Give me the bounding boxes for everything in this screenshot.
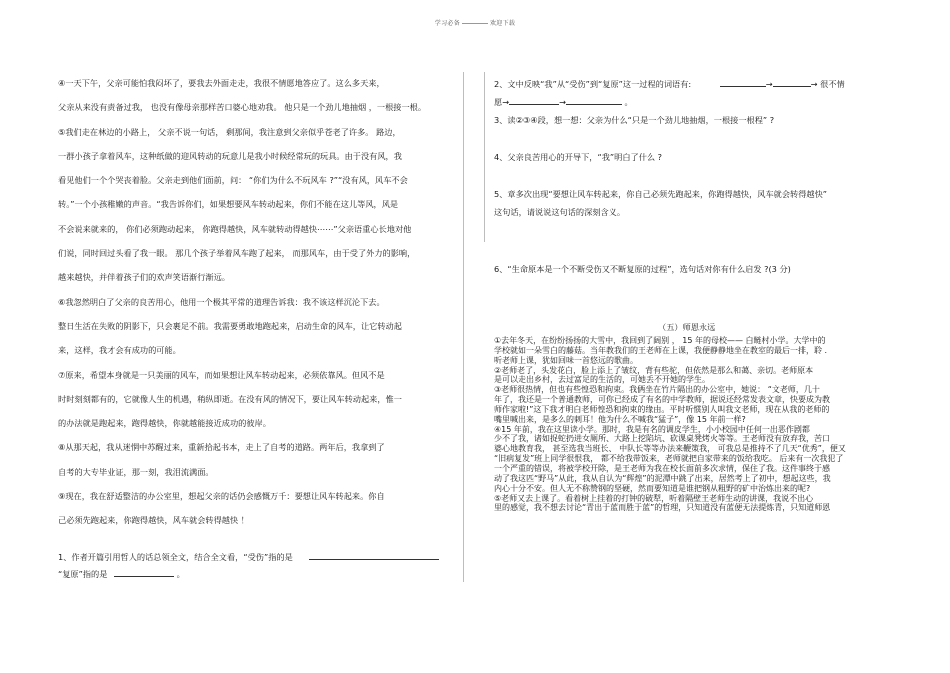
question-6-text: 6、“生命原本是一个不断受伤又不断复原的过程”，选句话对你有什么启发 ?(3 分) (494, 264, 791, 274)
question-2-tail: 很不情 (820, 79, 845, 89)
article-title: （五）师恩永远 (658, 322, 716, 332)
essay-line: 们说，同时回过头看了我一眼。 那几个孩子举着风车跑了起来， 而那风车，由于受了外力的影响， (58, 248, 416, 259)
question-2 (494, 78, 894, 106)
article-line: ③老师很热情，但也有些惶恐和拘束。我俩坐在竹片隔出的办公室中，她说： “文老师，几十 (494, 385, 820, 395)
page-header (0, 18, 950, 27)
article-line: 年了，我还是一个普通教师，可你已经成了有名的中学教师，据说还经常发表文章，快要成为教 (494, 395, 830, 405)
article-line: ①去年冬天，在纷纷扬扬的大雪中，我回到了阔别 ， 15 年的母校—— 白鲢村小学。大学中的 (494, 336, 826, 345)
article-line: 是可以走出乡村，去过富足的生活的，可她丢不开她的学生。 (494, 375, 710, 385)
answer-blank[interactable] (509, 96, 559, 105)
article-line: 师作家啦!”这下我才明白老师惶恐和拘束的缘由。平时听惯别人叫我文老师，现在从我的老师的 (494, 404, 830, 414)
article-line: 学校就如一朵雪白的藤菇。当年教我们的王老师在上课，我便静静地坐在教室的最后一排，聆 . (494, 345, 828, 355)
left-column-rule (463, 72, 464, 582)
article-line: 听老师上课，犹如回味一首悠远的歌曲。 (494, 355, 638, 365)
answer-blank[interactable] (566, 96, 622, 105)
answer-blank[interactable] (309, 551, 439, 560)
essay-line: 整日生活在失败的阴影下，只会裹足不前。我需要勇敢地跑起来，启动生命的风车，让它转动起 (58, 320, 402, 331)
essay-line: 越来越快，并伴着孩子们的欢声笑语渐行渐远。 (58, 272, 230, 283)
arrow-icon: → (559, 97, 566, 107)
article-line: 婆心地教育我， 甚至选我当班长、 中队长等等办法来鞭策我， 可我总是推持不了几天“优秀”，便又 (494, 444, 846, 454)
article-line: “旧病复发”班上同学很恨我， 都不给我带饭来，老师就把自家带来的饭给我吃。 后来有一次我犯了 (494, 454, 844, 464)
essay-continuation (58, 78, 458, 540)
question-3 (494, 115, 894, 125)
arrow-icon: → (765, 79, 773, 89)
essay-line: 来，这样，我才会有成功的可能。 (58, 345, 181, 356)
article-line: 少不了我，诸如捉蛇扔进女厕所、大路上挖陷坑、砍课桌凳烤火等等。王老师没有放弃我，苦口 (494, 434, 830, 444)
essay-line: ④一天下午，父亲可能怕我闷坏了，要我去外面走走，我很不情愿地答应了。这么多天来， (58, 78, 385, 88)
essay-line: 的办法就是跑起来，跑得越快，你就越能接近成功的彼岸。 (58, 418, 271, 429)
article-line: ④15 年前，我在这里读小学。那时，我是有名的调皮学生，小小校园中任何一出恶作剧都 (494, 424, 810, 434)
question-2-text-2: 愿→ (494, 97, 510, 107)
question-5-text-2: 这句话，请说说这句话的深刻含义。 (494, 207, 626, 217)
essay-line: 自考的大专毕业证，那一刻，我泪流满面。 (58, 466, 214, 477)
header-right: 欢迎下载 (490, 20, 516, 27)
header-divider (462, 23, 488, 24)
question-1-text-2: “复原”指的是 (58, 569, 108, 579)
right-column-rule-top (484, 72, 485, 242)
essay-line: 己必须先跑起来，你跑得越快，风车就会转得越快 ！ (58, 515, 249, 526)
answer-blank[interactable] (114, 568, 174, 577)
article-line: 一个严重的错误，将被学校开除，是王老师为我在校长面前多次求情，保住了我。这件事终于感 (494, 463, 830, 473)
essay-line: 时时刻刻都有的，它就像人生的机遇，稍纵即逝。在没有风的情况下，要让风车转动起来，惟一 (58, 393, 402, 404)
question-3-text: 3、读②③④段，想一想：父亲为什么“只是一个劲儿地抽烟，一根接一根程” ? (494, 115, 775, 125)
article-line: 里的感觉，我不想去讨论“青出于蓝而胜于蓝”的哲理，只知道没有蓝便无法提炼青，只知道师恩 (494, 503, 831, 513)
question-1-text: 1、作者开篇引用哲人的话总领全文，结合全文看，“受伤”指的是 (58, 552, 293, 562)
header-left: 学习必备 (434, 20, 460, 27)
essay-line: ⑧从那天起，我从迷惘中苏醒过来，重新拾起书本，走上了自考的道路。两年后，我拿到了 (58, 442, 385, 453)
article-body (494, 336, 894, 513)
question-2-text: 2、文中反映“我”从“受伤”到“复原”这一过程的词语有: (494, 79, 692, 89)
article-line: 嘴里喊出来，是多么的刺耳！他为什么不喊我“猛子”，像 15 年前一样? (494, 414, 746, 424)
punctuation: 。 (624, 97, 633, 107)
essay-line: ⑥我忽然明白了父亲的良苦用心，他用一个极其平常的道理告诉我：我不该这样沉沦下去。 (58, 296, 385, 307)
essay-line: 不会说来就来的， 你们必须跑动起来， 你跑得越快，风车就转动得越快⋯⋯”父亲语重心长地对他 (58, 223, 412, 234)
article-line: 动了我这匹“野马”从此，我从自认为“辉煌”的泥潭中跳了出来，居然考上了初中，想起这些，我 (494, 473, 831, 483)
essay-line: ⑦原来，希望本身就是一只美丽的风车，而如果想让风车转动起来，必须依靠风。但风不是 (58, 369, 385, 380)
essay-line: ⑤我们走在林边的小路上， 父亲不说一句话， 剩那间，我注意到父亲似乎苍老了许多。 路边， (58, 126, 401, 137)
arrow-icon: → (810, 79, 818, 89)
essay-line: 看见他们一个个哭丧着脸。父亲走到他们面前，问： “你们为什么不玩风车 ?”“没有风，风车不会 (58, 175, 408, 186)
essay-line: 转。”一个小孩稚嫩的声音。“我告诉你们，如果想要风车转动起来，你们不能在这儿等风，风是 (58, 199, 399, 210)
article-line: ⑤老师又去上课了。看着树上挂着的打钟的破犁，听着隔壁王老师生动的讲课，我说不出心 (494, 493, 814, 503)
question-5-text: 5、章多次出现“要想让风车转起来，你自己必须先跑起来，你跑得越快，风车就会转得越快” (494, 189, 828, 199)
question-4-text: 4、父亲良苦用心的开导下，“我”明白了什么 ? (494, 152, 663, 162)
question-5 (494, 189, 894, 217)
answer-blank[interactable] (773, 78, 811, 87)
article-line: 内心十分不安。但人无不称赞钢的坚硬，然而要知道是谁把钢从粗野的矿中治炼出来的呢? (494, 483, 811, 493)
question-6 (494, 264, 894, 274)
essay-line: ⑨现在，我在舒适整洁的办公室里，想起父亲的话仍会感慨万千：要想让风车转起来。你自 (58, 491, 385, 502)
punctuation: 。 (176, 569, 185, 579)
article-line: ②老师老了，头发花白，脸上添上了皱纹，背有些驼，但依然是那么和蔼、亲切。老师原本 (494, 365, 814, 375)
essay-line: 一群小孩子拿着风车，这种纸做的迎风转动的玩意儿是我小时候经常玩的玩具。由于没有风，我 (58, 150, 402, 161)
essay-line: 父亲从来没有责备过我， 也没有像母亲那样苦口婆心地劝我。 他只是一个劲儿地抽烟 ，一根接一根。 (58, 102, 427, 113)
answer-blank[interactable] (720, 78, 766, 87)
question-4 (494, 152, 894, 162)
question-1 (58, 551, 458, 578)
